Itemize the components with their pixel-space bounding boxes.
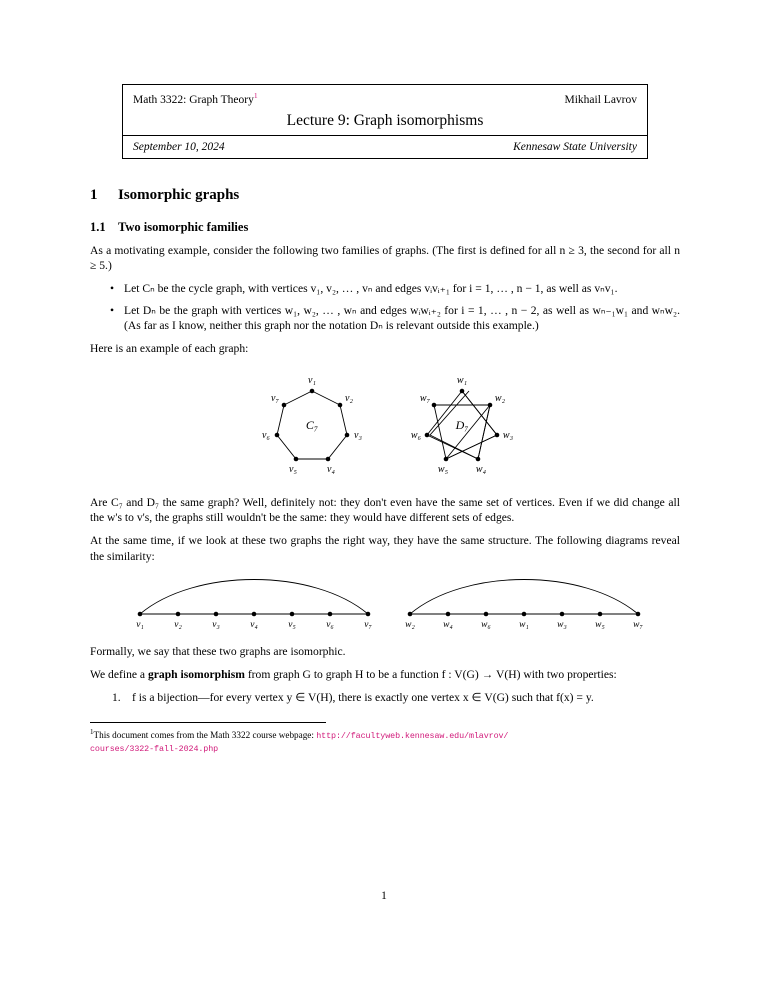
vertex-w2	[408, 611, 413, 616]
definition-paragraph: We define a graph isomorphism from graph G to graph H to be a function f : V(G) → V(H) with two properties:	[90, 668, 617, 682]
vertex-w4	[476, 456, 481, 461]
subsection-heading	[90, 220, 680, 235]
header-top-row	[133, 91, 637, 106]
vertex-label-w6: w₆	[410, 429, 422, 441]
vertex-v4	[252, 611, 257, 616]
path-arc-right	[410, 579, 638, 614]
vertex-w3	[560, 611, 565, 616]
vertex-label-v1: v₁	[308, 374, 316, 386]
vertex-w1	[522, 611, 527, 616]
vertex-v1	[310, 388, 315, 393]
footnote-text: This document comes from the Math 3322 course webpage:	[93, 729, 314, 740]
figure-cycle-c7	[262, 375, 362, 475]
path-arc-left	[140, 579, 368, 614]
vertex-label-v4: v₄	[327, 463, 335, 475]
intro-paragraph: As a motivating example, consider the following two families of graphs. (The first is defined for all n ≥ 3, the second for all n ≥ 5.)	[90, 243, 680, 273]
lecture-date: September 10, 2024	[133, 140, 225, 153]
vertex-label-w7: w₇	[419, 392, 431, 404]
vertex-w1	[460, 388, 465, 393]
subsection-title: Two isomorphic families	[118, 219, 249, 234]
vertex-v4	[326, 456, 331, 461]
properties-list	[90, 690, 680, 706]
subsection-number: 1.1	[90, 219, 106, 234]
section-heading	[90, 187, 680, 204]
vertex-label-w3: w₃	[557, 619, 567, 630]
figure-star-d7	[411, 375, 514, 475]
edge-w4-w6	[427, 435, 478, 459]
vertex-v2	[338, 402, 343, 407]
vertex-label-v6: v₆	[262, 429, 270, 441]
vertex-v6	[328, 611, 333, 616]
path-figure-svg	[90, 578, 680, 636]
vertex-w2	[488, 402, 493, 407]
vertex-v3	[214, 611, 219, 616]
list-item: • Let Dₙ be the graph with vertices w₁, w₂, … , wₙ and edges wᵢwᵢ₊₂ for i = 1, … , n − 2, as well as wₙ₋₁w₁ and wₙw₂. (As far as I know, neither this graph nor the notation Dₙ is relevant outside this example.)	[124, 303, 680, 334]
vertex-v5	[294, 456, 299, 461]
vertex-label-v3: v₃	[354, 429, 362, 441]
vertex-v3	[345, 432, 350, 437]
graph-figures	[90, 367, 680, 487]
list-item: • Let Cₙ be the cycle graph, with vertices v₁, v₂, … , vₙ and edges vᵢvᵢ₊₁ for i = 1, … , n − 1, as well as vₙv₁.	[124, 281, 680, 296]
vertex-label-w4: w₄	[475, 463, 487, 475]
graph-figure-svg	[90, 367, 680, 487]
vertex-label-w2: w₂	[494, 392, 506, 404]
vertex-label-w2: w₂	[405, 619, 415, 630]
course-name-text: Math 3322: Graph Theory	[133, 93, 254, 106]
institution-name: Kennesaw State University	[513, 140, 637, 153]
footnote-url-line1[interactable]: http://facultyweb.kennesaw.edu/mlavrov/	[316, 730, 509, 741]
vertex-w6	[425, 432, 430, 437]
comparison-paragraph: Are C₇ and D₇ the same graph? Well, definitely not: they don't even have the same set of vertices. Even if we did change all the w's to v's, the graphs still wouldn't be the same: they would have different sets of edges.	[90, 495, 680, 524]
vertex-label-v1: v₁	[136, 619, 144, 630]
vertex-label-v2: v₂	[345, 392, 353, 404]
header-bottom-row	[133, 141, 637, 153]
path-figures	[90, 578, 680, 636]
footnote-marker: 1	[90, 727, 94, 736]
figure-path-right	[405, 579, 643, 630]
vertex-label-v7: v₇	[271, 392, 279, 404]
vertex-v6	[275, 432, 280, 437]
figure-label-d7: D₇	[455, 417, 469, 432]
vertex-label-w5: w₅	[595, 619, 605, 630]
vertex-label-w6: w₆	[481, 619, 491, 630]
list-item: f is a bijection—for every vertex y ∈ V(H), there is exactly one vertex x ∈ V(G) such that f(x) = y.	[132, 691, 594, 705]
vertex-w7	[636, 611, 641, 616]
vertex-label-v5: v₅	[288, 619, 296, 630]
vertex-v7	[282, 402, 287, 407]
vertex-w4	[446, 611, 451, 616]
vertex-w6	[484, 611, 489, 616]
vertex-label-w1: w₁	[519, 619, 529, 630]
figure-label-c7: C₇	[305, 417, 319, 432]
footnote	[90, 728, 680, 756]
document-content	[90, 84, 680, 756]
vertex-v5	[290, 611, 295, 616]
vertex-label-v7: v₇	[364, 619, 372, 630]
vertex-label-w3: w₃	[502, 429, 514, 441]
lecture-title: Lecture 9: Graph isomorphisms	[286, 111, 484, 129]
vertex-label-w7: w₇	[633, 619, 643, 630]
vertex-w7	[432, 402, 437, 407]
vertex-v7	[366, 611, 371, 616]
structure-paragraph: At the same time, if we look at these two graphs the right way, they have the same structure. The following diagrams reveal the similarity:	[90, 534, 680, 563]
vertex-v1	[138, 611, 143, 616]
vertex-label-v6: v₆	[326, 619, 334, 630]
vertex-w3	[495, 432, 500, 437]
footnote-url-line2[interactable]: courses/3322-fall-2024.php	[90, 744, 219, 755]
vertex-label-w1: w₁	[456, 374, 468, 386]
vertex-w5	[598, 611, 603, 616]
vertex-label-w5: w₅	[437, 463, 449, 475]
example-lead-paragraph: Here is an example of each graph:	[90, 342, 249, 356]
figure-path-left	[136, 579, 372, 630]
vertex-label-v3: v₃	[212, 619, 220, 630]
vertex-label-v4: v₄	[250, 619, 258, 630]
title-header-box	[122, 84, 648, 159]
section-title: Isomorphic graphs	[118, 186, 240, 203]
vertex-label-v5: v₅	[289, 463, 297, 475]
isomorphic-statement: Formally, we say that these two graphs are isomorphic.	[90, 644, 346, 658]
vertex-label-v2: v₂	[174, 619, 182, 630]
vertex-w5	[444, 456, 449, 461]
vertex-v2	[176, 611, 181, 616]
footnote-divider	[90, 722, 326, 723]
header-divider	[123, 135, 647, 136]
section-number: 1	[90, 186, 98, 203]
footnote-ref-link[interactable]: 1	[253, 91, 258, 100]
families-list	[90, 281, 680, 333]
course-name	[133, 91, 258, 106]
author-name: Mikhail Lavrov	[564, 93, 637, 106]
vertex-label-w4: w₄	[443, 619, 453, 630]
page-number: 1	[381, 890, 387, 902]
